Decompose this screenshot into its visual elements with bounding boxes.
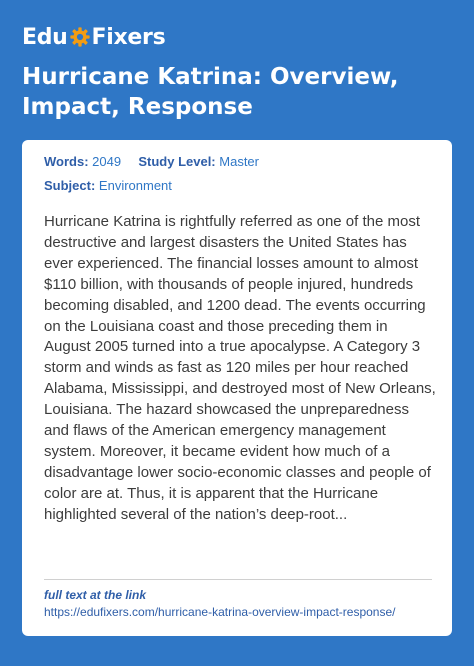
full-text-link[interactable]: https://edufixers.com/hurricane-katrina-overview-impact-response/ xyxy=(44,605,396,619)
divider xyxy=(44,579,432,580)
subject-label: Subject: xyxy=(44,178,96,193)
page-title: Hurricane Katrina: Overview, Impact, Response xyxy=(22,64,399,120)
words-value: 2049 xyxy=(92,154,122,169)
essay-excerpt: Hurricane Katrina is rightfully referred as one of the most destructive and largest disasters the United States has ever experienced. The financial losses amount to almost $110 billion, with thousands of people injured, hundreds becoming disabled, and 1200 dead. The events occurring on the Louisiana coast and those preceding them in August 2005 turned into a true apocalypse. A Category 3 storm and winds as fast as 120 miles per hour reached Alabama, Mississippi, and destroyed most of New Orleans, Louisiana. The hazard showcased the unpreparedness and flaws of the American emergency management system. Moreover, it became evident how much of a disadvantage lower socio-economic classes and people of color are at. Thus, it is apparent that the Hurricane highlighted several of the nation’s deep-root... xyxy=(44,213,436,523)
gear-icon xyxy=(69,26,91,48)
essay-card xyxy=(22,140,452,636)
words-label: Words: xyxy=(44,154,89,169)
full-text-label: full text at the link xyxy=(44,588,147,602)
study-level-value: Master xyxy=(219,154,259,169)
logo-text-fixers: Fixers xyxy=(91,24,166,50)
study-level-label: Study Level: xyxy=(138,154,216,169)
meta-row-subject xyxy=(44,177,172,195)
meta-row-words-level xyxy=(44,153,259,171)
edufixers-logo xyxy=(22,22,165,52)
logo-text-edu: Edu xyxy=(22,24,68,50)
subject-value: Environment xyxy=(98,178,172,193)
